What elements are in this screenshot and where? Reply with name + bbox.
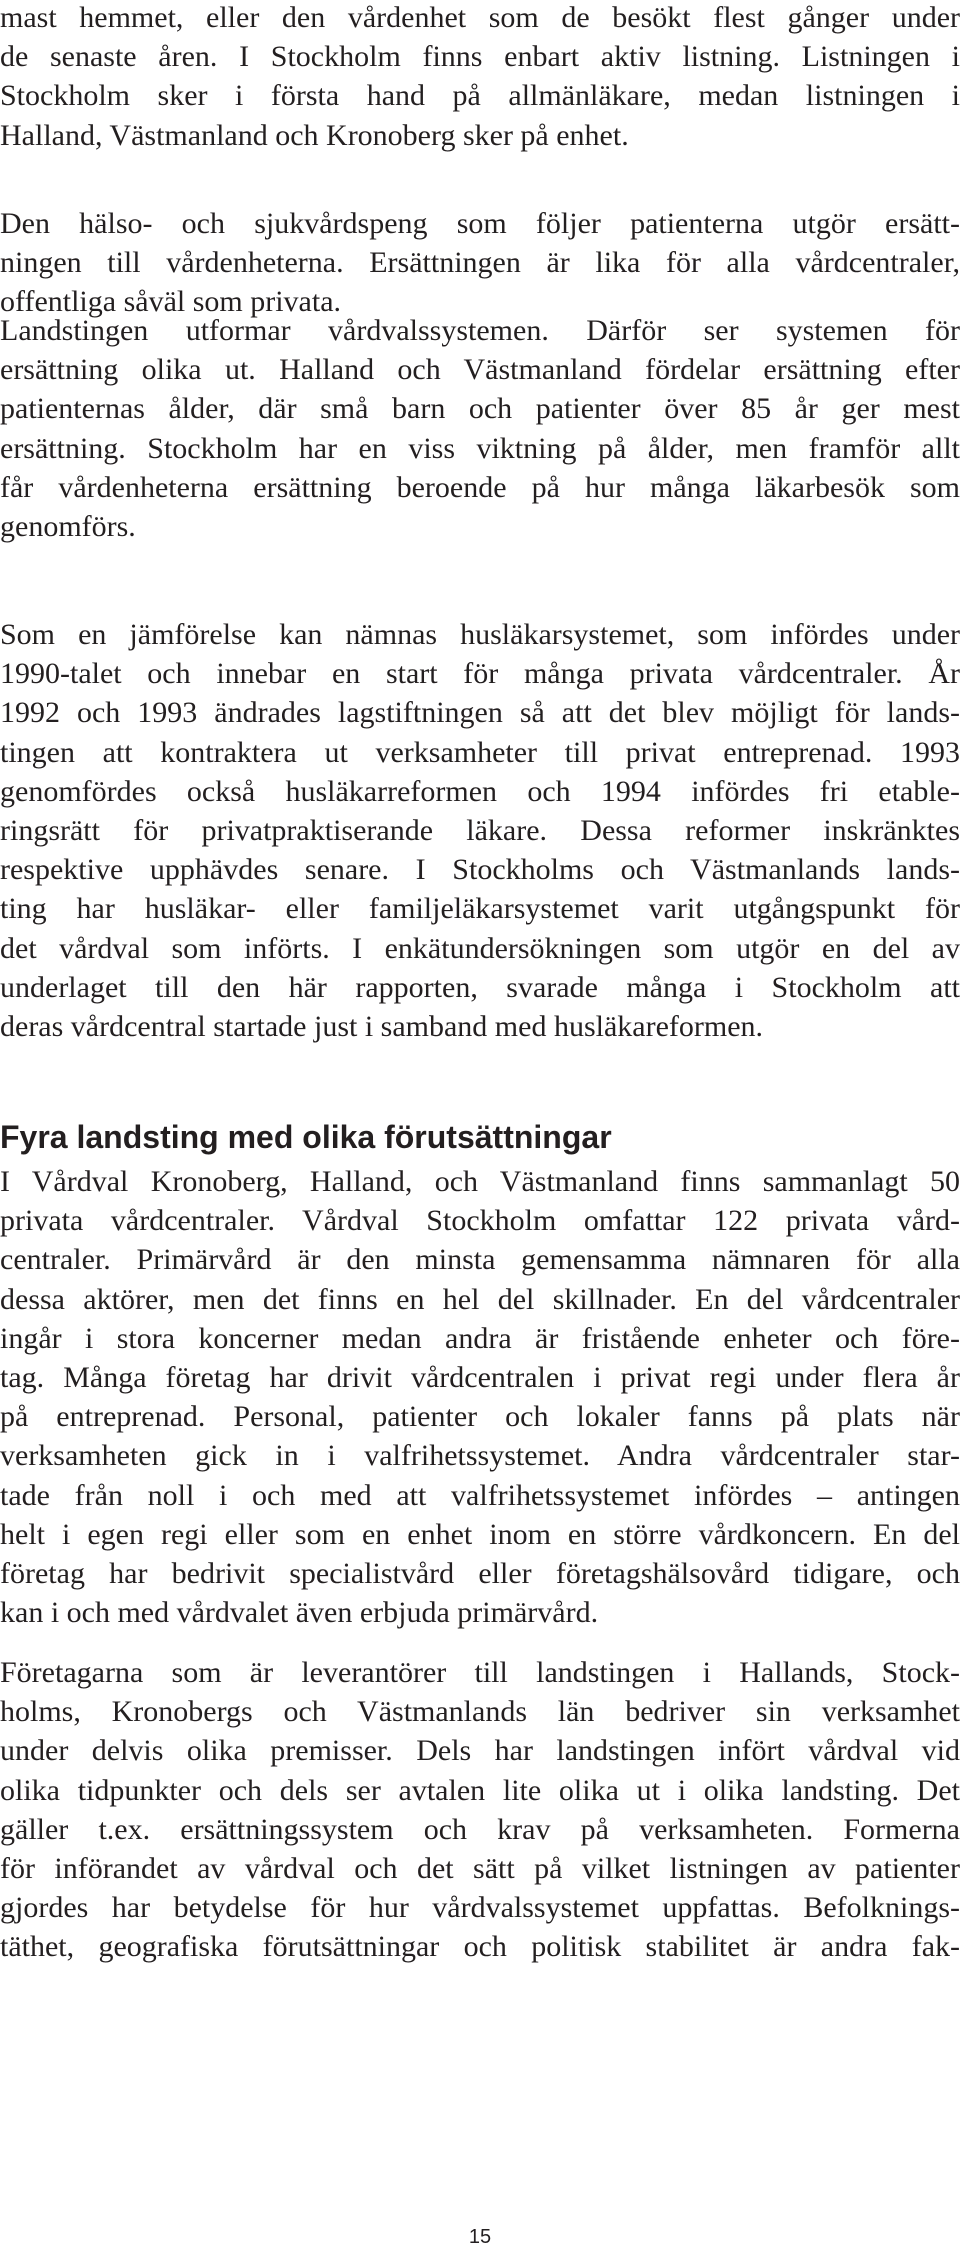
paragraph-listning <box>0 0 960 155</box>
text-line: helt i egen regi eller som en enhet inom en större vårdkoncern. En del <box>0 1517 960 1551</box>
paragraph-foretagarna <box>0 1653 960 1967</box>
text-line: olika tidpunkter och dels ser avtalen lite olika ut i olika landsting. Det <box>0 1773 960 1807</box>
text-line: Landstingen utformar vårdvalssystemen. Därför ser systemen för <box>0 314 960 347</box>
text-line: genomförs. <box>0 510 136 544</box>
text-line: ingår i stora koncerner medan andra är fristående enheter och före- <box>0 1321 960 1355</box>
text-line: deras vårdcentral startade just i samband med husläkareformen. <box>0 1010 764 1044</box>
paragraph-vardval-kronoberg <box>0 1162 960 1632</box>
text-line: kan i och med vårdvalet även erbjuda primärvård. <box>0 1596 599 1630</box>
text-line: företag har bedrivit specialistvård eller företagshälsovård tidigare, och <box>0 1557 960 1591</box>
text-line: respektive upphävdes senare. I Stockholms och Västmanlands lands- <box>0 853 960 887</box>
text-line: tag. Många företag har drivit vårdcentralen i privat regi under flera år <box>0 1361 960 1395</box>
text-line: Som en jämförelse kan nämnas husläkarsystemet, som infördes under <box>0 618 960 651</box>
text-line: offentliga såväl som privata. <box>0 285 342 319</box>
text-line: ersättning. Stockholm har en viss viktning på ålder, men framför allt <box>0 431 960 465</box>
text-line: underlaget till den här rapporten, svarade många i Stockholm att <box>0 970 960 1004</box>
paragraph-huslakarsystemet <box>0 615 960 1046</box>
paragraph-vardspeng <box>0 204 960 322</box>
text-line: ting har husläkar- eller familjeläkarsystemet varit utgångspunkt för <box>0 892 960 926</box>
text-line: genomfördes också husläkarreformen och 1994 infördes fri etable- <box>0 774 960 808</box>
text-line: privata vårdcentraler. Vårdval Stockholm omfattar 122 privata vård- <box>0 1204 960 1238</box>
text-line: ersättning olika ut. Halland och Västmanland fördelar ersättning efter <box>0 353 960 387</box>
text-line: holms, Kronobergs och Västmanlands län bedriver sin verksamhet <box>0 1695 960 1729</box>
text-line: Företagarna som är leverantörer till landstingen i Hallands, Stock- <box>0 1656 960 1689</box>
paragraph-vardvalssystem <box>0 311 960 546</box>
text-line: dessa aktörer, men det finns en hel del skillnader. En del vårdcentraler <box>0 1282 960 1316</box>
text-line: patienternas ålder, där små barn och patienter över 85 år ger mest <box>0 392 960 426</box>
text-line: verksamheten gick in i valfrihetssystemet. Andra vårdcentraler star- <box>0 1439 960 1473</box>
text-line: de senaste åren. I Stockholm finns enbart aktiv listning. Listningen i <box>0 40 960 74</box>
text-line: täthet, geografiska förutsättningar och politisk stabilitet är andra fak- <box>0 1930 960 1964</box>
text-line: det vårdval som införts. I enkätundersökningen som utgör en del av <box>0 931 960 965</box>
text-line: Halland, Västmanland och Kronoberg sker på enhet. <box>0 118 629 152</box>
text-line: 1990-talet och innebar en start för många privata vårdcentraler. År <box>0 657 960 691</box>
text-line: på entreprenad. Personal, patienter och lokaler fanns på plats när <box>0 1400 960 1434</box>
text-line: under delvis olika premisser. Dels har landstingen infört vårdval vid <box>0 1734 960 1768</box>
text-line: ningen till vårdenheterna. Ersättningen är lika för alla vårdcentraler, <box>0 246 960 280</box>
section-heading: Fyra landsting med olika förutsättningar <box>0 1119 612 1155</box>
text-line: tade från noll i och med att valfrihetssystemet infördes – antingen <box>0 1478 960 1512</box>
text-line: I Vårdval Kronoberg, Halland, och Västmanland finns sammanlagt 50 <box>0 1165 960 1198</box>
text-line: Stockholm sker i första hand på allmänläkare, medan listningen i <box>0 79 960 113</box>
page-number: 15 <box>468 2226 492 2248</box>
text-line: tingen att kontraktera ut verksamheter till privat entreprenad. 1993 <box>0 735 960 769</box>
text-line: mast hemmet, eller den vårdenhet som de besökt flest gånger under <box>0 1 960 34</box>
text-line: gäller t.ex. ersättningssystem och krav på verksamheten. Formerna <box>0 1812 960 1846</box>
text-line: gjordes har betydelse för hur vårdvalssystemet uppfattas. Befolknings- <box>0 1891 960 1925</box>
text-line: Den hälso- och sjukvårdspeng som följer patienterna utgör ersätt- <box>0 207 960 240</box>
text-line: ringsrätt för privatpraktiserande läkare. Dessa reformer inskränktes <box>0 814 960 848</box>
text-line: 1992 och 1993 ändrades lagstiftningen så att det blev möjligt för lands- <box>0 696 960 730</box>
text-line: får vårdenheterna ersättning beroende på hur många läkarbesök som <box>0 470 960 504</box>
text-line: för införandet av vårdval och det sätt på vilket listningen av patienter <box>0 1852 960 1886</box>
text-line: centraler. Primärvård är den minsta gemensamma nämnaren för alla <box>0 1243 960 1277</box>
